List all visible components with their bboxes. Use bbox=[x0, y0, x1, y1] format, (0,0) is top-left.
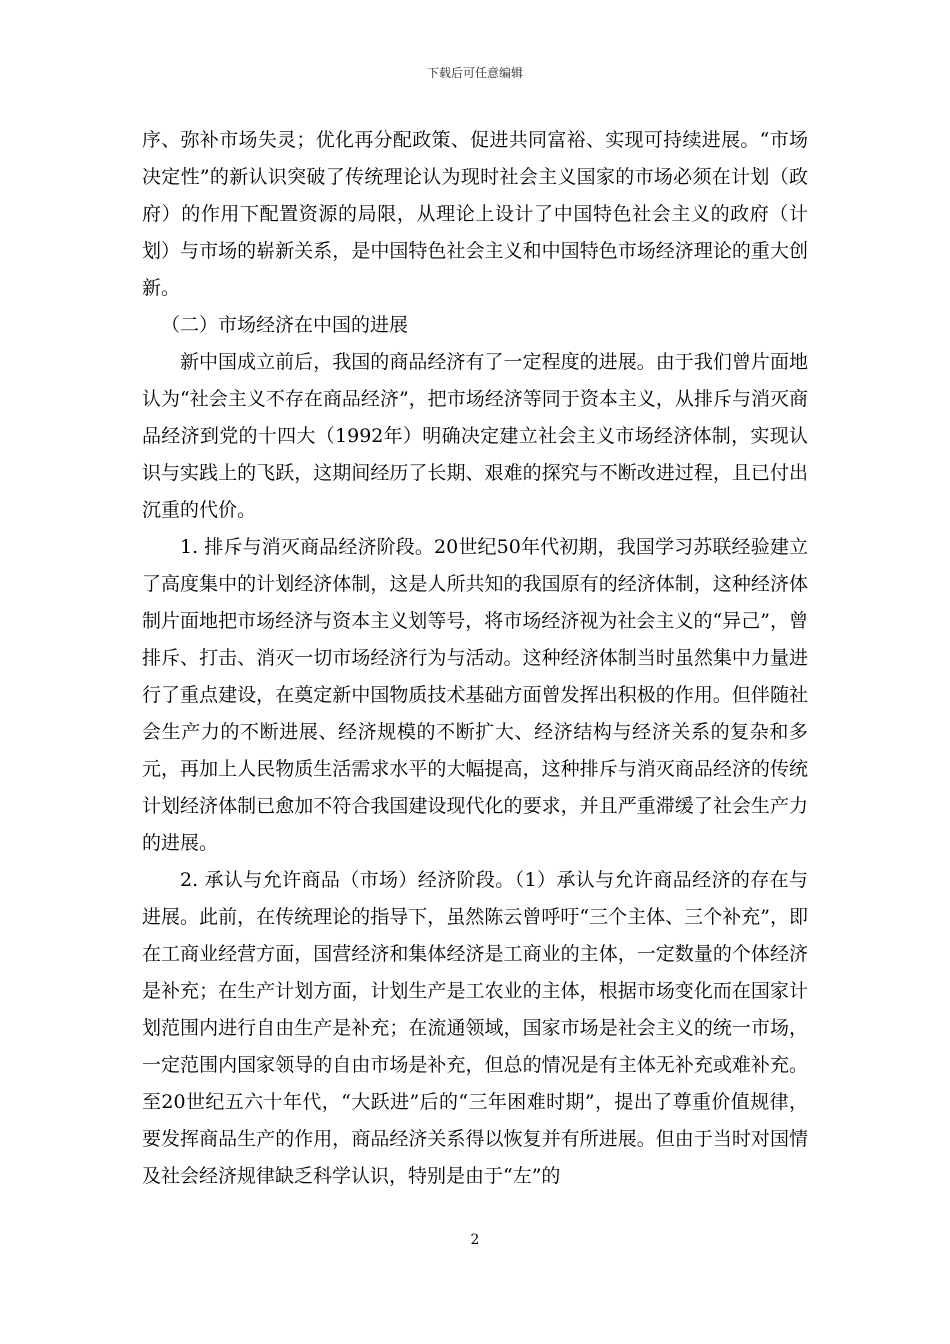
paragraph: 新中国成立前后，我国的商品经济有了一定程度的进展。由于我们曾片面地认为“社会主义不存在商品经济”，把市场经济等同于资本主义，从排斥与消灭商品经济到党的十四大（1992年）明确决定建立社会主义市场经济体制，实现认识与实践上的飞跃，这期间经历了长期、艰难的探究与不断改进过程，且已付出沉重的代价。 bbox=[142, 351, 808, 521]
paragraph-continuation: 序、弥补市场失灵；优化再分配政策、促进共同富裕、实现可持续进展。“市场决定性”的新认识突破了传统理论认为现时社会主义国家的市场必须在计划（政府）的作用下配置资源的局限，从理论上设计了中国特色社会主义的政府（计划）与市场的崭新关系，是中国特色社会主义和中国特色市场经济理论的重大创新。 bbox=[142, 129, 808, 299]
paragraph: 2. 承认与允许商品（市场）经济阶段。（1）承认与允许商品经济的存在与进展。此前，在传统理论的指导下，虽然陈云曾呼吁“三个主体、三个补充”，即在工商业经营方面，国营经济和集体经济是工商业的主体，一定数量的个体经济是补充；在生产计划方面，计划生产是工农业的主体，根据市场变化而在国家计划范围内进行自由生产是补充；在流通领域，国家市场是社会主义的统一市场，一定范围内国家领导的自由市场是补充，但总的情况是有主体无补充或难补充。至20世纪五六十年代，“大跃进”后的“三年困难时期”，提出了尊重价值规律，要发挥商品生产的作用，商品经济关系得以恢复并有所进展。但由于当时对国情及社会经济规律缺乏科学认识，特别是由于“左”的 bbox=[142, 869, 808, 1187]
section-heading: （二）市场经济在中国的进展 bbox=[161, 314, 409, 336]
paragraph: 1. 排斥与消灭商品经济阶段。20世纪50年代初期，我国学习苏联经验建立了高度集中的计划经济体制，这是人所共知的我国原有的经济体制，这种经济体制片面地把市场经济与资本主义划等号，将市场经济视为社会主义的“异己”，曾排斥、打击、消灭一切市场经济行为与活动。这种经济体制当时虽然集中力量进行了重点建设，在奠定新中国物质技术基础方面曾发挥出积极的作用。但伴随社会生产力的不断进展、经济规模的不断扩大、经济结构与经济关系的复杂和多元，再加上人民物质生活需求水平的大幅提高，这种排斥与消灭商品经济的传统计划经济体制已愈加不符合我国建设现代化的要求，并且严重滞缓了社会生产力的进展。 bbox=[142, 536, 808, 854]
body-text bbox=[142, 122, 808, 1195]
page-header: 下载后可任意编辑 bbox=[426, 66, 523, 80]
page-number: 2 bbox=[470, 1232, 480, 1248]
